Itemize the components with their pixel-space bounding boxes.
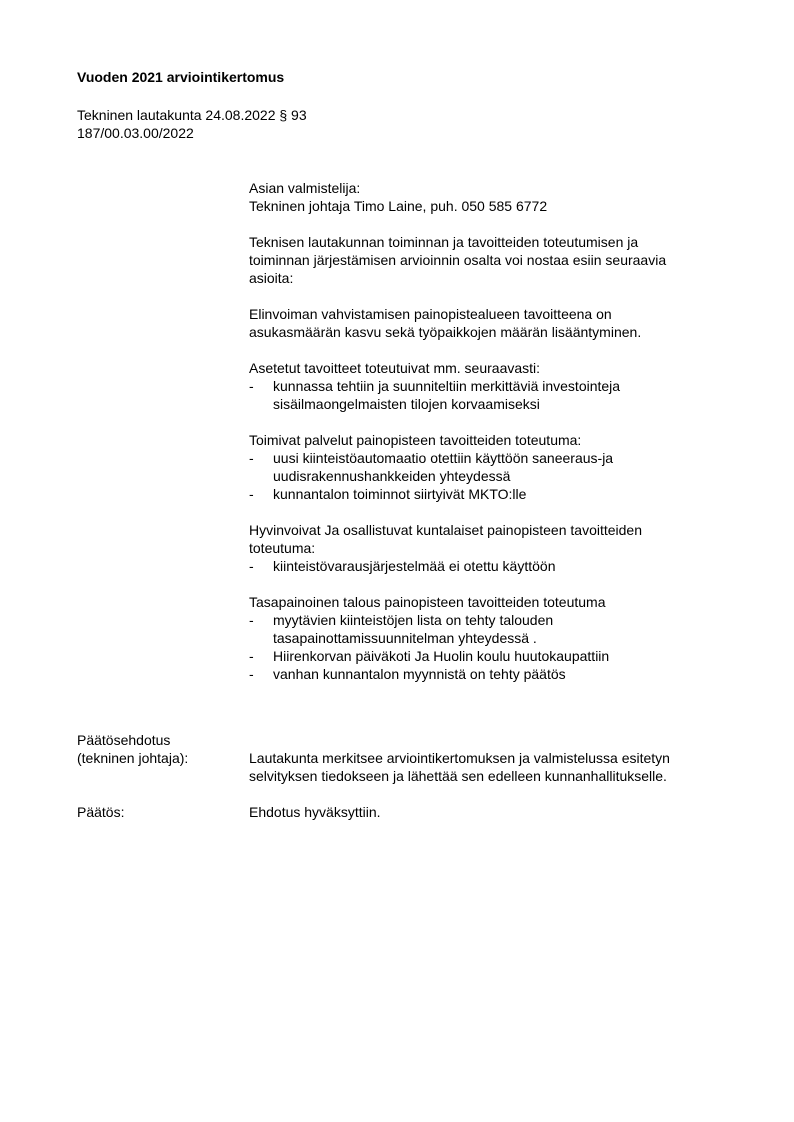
list-item xyxy=(249,665,739,683)
dash-bullet-icon: - xyxy=(249,666,254,682)
section-block xyxy=(249,359,739,413)
section-heading: Toimivat palvelut painopisteen tavoitteiden toteutuma: xyxy=(249,432,582,448)
text-line: toiminnan järjestämisen arvioinnin osalta voi nostaa esiin seuraavia xyxy=(249,252,667,268)
bullet-list xyxy=(249,611,739,683)
decision-text: Ehdotus hyväksyttiin. xyxy=(249,804,381,820)
text-line: asioita: xyxy=(249,270,294,286)
document-body xyxy=(249,179,739,701)
section-heading: Asetetut tavoitteet toteutuivat mm. seuraavasti: xyxy=(249,360,541,376)
dash-bullet-icon: - xyxy=(249,648,254,664)
list-item xyxy=(249,449,739,485)
section-block xyxy=(249,431,739,503)
list-item-text: kiinteistövarausjärjestelmää ei otettu käyttöön xyxy=(273,558,556,574)
decision-label: Päätös: xyxy=(77,804,125,820)
list-item xyxy=(249,377,739,413)
intro-paragraph xyxy=(249,233,739,287)
section-block xyxy=(249,593,739,683)
bullet-list xyxy=(249,377,739,413)
list-item-text: tasapainottamissuunnitelman yhteydessä . xyxy=(273,630,537,646)
goal-sections xyxy=(249,359,739,683)
list-item-text: Hiirenkorvan päiväkoti Ja Huolin koulu huutokaupattiin xyxy=(273,648,610,664)
list-item-text: uudisrakennushankkeiden yhteydessä xyxy=(273,468,511,484)
proposal-label xyxy=(77,731,249,785)
vitality-paragraph xyxy=(249,305,739,341)
text-line: Elinvoiman vahvistamisen painopistealueen tavoitteena on xyxy=(249,306,612,322)
record-number: 187/00.03.00/2022 xyxy=(77,125,194,141)
dash-bullet-icon: - xyxy=(249,486,254,502)
proposal-label-line: Päätösehdotus xyxy=(77,732,171,748)
proposal-label-line: (tekninen johtaja): xyxy=(77,750,189,766)
list-item xyxy=(249,485,739,503)
section-heading: Tasapainoinen talous painopisteen tavoitteiden toteutuma xyxy=(249,594,606,610)
dash-bullet-icon: - xyxy=(249,558,254,574)
document-title: Vuoden 2021 arviointikertomus xyxy=(77,69,285,85)
bullet-list xyxy=(249,557,739,575)
section-heading: Hyvinvoivat Ja osallistuvat kuntalaiset painopisteen tavoitteiden xyxy=(249,522,643,538)
preparer-name: Tekninen johtaja Timo Laine, puh. 050 585 6772 xyxy=(249,198,548,214)
list-item-text: kunnantalon toiminnot siirtyivät MKTO:lle xyxy=(273,486,527,502)
proposal-row xyxy=(77,731,757,785)
meeting-line: Tekninen lautakunta 24.08.2022 § 93 xyxy=(77,107,307,123)
section-heading: toteutuma: xyxy=(249,540,316,556)
text-line: Lautakunta merkitsee arviointikertomuksen ja valmistelussa esitetyn xyxy=(249,750,670,766)
dash-bullet-icon: - xyxy=(249,612,254,628)
text-line: selvityksen tiedokseen ja lähettää sen edelleen kunnanhallitukselle. xyxy=(249,768,667,784)
bullet-list xyxy=(249,449,739,503)
list-item-text: uusi kiinteistöautomaatio otettiin käyttöön saneeraus-ja xyxy=(273,450,614,466)
list-item-text: sisäilmaongelmaisten tilojen korvaamiseksi xyxy=(273,396,540,412)
meeting-info xyxy=(77,106,307,142)
section-block xyxy=(249,521,739,575)
list-item-text: myytävien kiinteistöjen lista on tehty talouden xyxy=(273,612,554,628)
preparer-label: Asian valmistelija: xyxy=(249,180,361,196)
list-item xyxy=(249,611,739,647)
list-item-text: kunnassa tehtiin ja suunniteltiin merkittäviä investointeja xyxy=(273,378,621,394)
list-item xyxy=(249,557,739,575)
list-item-text: vanhan kunnantalon myynnistä on tehty päätös xyxy=(273,666,566,682)
dash-bullet-icon: - xyxy=(249,378,254,394)
decision-row xyxy=(77,803,757,821)
preparer-block xyxy=(249,179,739,215)
list-item xyxy=(249,647,739,665)
proposal-text xyxy=(249,731,757,785)
dash-bullet-icon: - xyxy=(249,450,254,466)
decision-area xyxy=(77,731,757,821)
text-line: Teknisen lautakunnan toiminnan ja tavoitteiden toteutumisen ja xyxy=(249,234,639,250)
text-line: asukasmäärän kasvu sekä työpaikkojen määrän lisääntyminen. xyxy=(249,324,642,340)
